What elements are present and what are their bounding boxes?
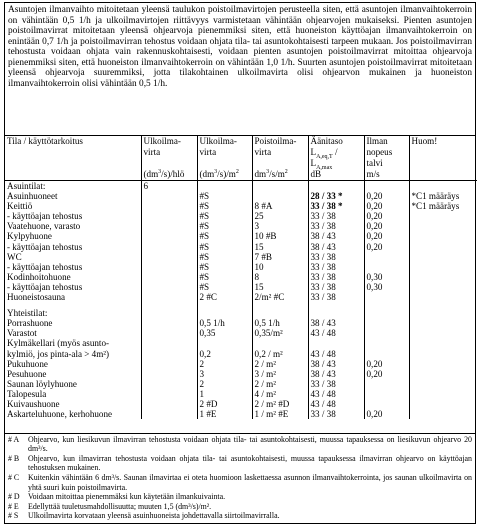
cell-c2: 6 (141, 181, 197, 192)
cell-c5: 33 / 38 (308, 282, 364, 292)
header-sound-level: Äänitaso (308, 136, 364, 147)
row-label: Kylmäkellari (myös asunto- (7, 338, 110, 349)
cell-c4: 15 (252, 242, 308, 252)
table-row (5, 389, 477, 399)
header-exhaust-air: Poistoilma- (252, 136, 308, 147)
table-row (5, 308, 477, 318)
cell-c7 (409, 308, 477, 318)
row-label: Talopesula (7, 388, 47, 399)
footnote-key: # D (8, 492, 20, 502)
table-row (5, 282, 477, 292)
cell-c5: 38 / 43 (308, 318, 364, 328)
residential-rows (5, 181, 477, 303)
row-label: WC (7, 251, 22, 262)
row-label: - käyttöajan tehostus (7, 261, 83, 272)
row-label: - käyttöajan tehostus (7, 211, 83, 222)
cell-c7 (409, 282, 477, 292)
cell-c4: 3 (252, 221, 308, 231)
cell-c5: 43 / 48 (308, 328, 364, 338)
table-row (5, 272, 477, 282)
cell-c3: 0,2 (197, 349, 252, 359)
table-row (5, 221, 477, 231)
header-air-velocity: Ilman (364, 136, 409, 147)
cell-c5: 33 / 38 (308, 211, 364, 221)
table-row (5, 211, 477, 221)
cell-c2 (141, 349, 197, 359)
cell-c5: 33 / 38 (308, 252, 364, 262)
row-label: Pesuhuone (7, 368, 47, 379)
row-label: kylmiö, jos pinta-ala > 4m²) (7, 348, 110, 359)
cell-c5: 43 / 48 (308, 399, 364, 409)
cell-c6 (364, 379, 409, 389)
cell-c4: 8 (252, 272, 308, 282)
cell-c4: 3 / m² (252, 369, 308, 379)
cell-c7: *C1 määräys (409, 191, 477, 201)
cell-c3: #S (197, 242, 252, 252)
cell-c7 (409, 399, 477, 409)
footnote (8, 435, 472, 454)
cell-c7 (409, 221, 477, 231)
row-label: Porrashuone (7, 318, 53, 329)
row-label: Vaatehuone, varasto (7, 221, 81, 232)
cell-c6 (364, 389, 409, 399)
common-space-rows (5, 308, 477, 419)
table-row (5, 252, 477, 262)
footnote-text: Ohjearvo, kun ilmavirran tehostusta voidaan ohjata tila- tai asuntokohtaisesti, muussa tapauksessa ilmavirran ohjearvo on käyttöajan tehostuksen mukainen. (28, 453, 472, 473)
footnote (8, 473, 472, 492)
footnote-key: # B (8, 453, 20, 463)
row-label: Asuintilat: (7, 181, 46, 191)
cell-c2 (141, 328, 197, 338)
table-row (5, 201, 477, 211)
cell-c4: 4 / m² (252, 389, 308, 399)
table-row (5, 379, 477, 389)
cell-c6 (364, 318, 409, 328)
cell-c4 (252, 338, 308, 348)
cell-c3: #S (197, 282, 252, 292)
cell-c7 (409, 349, 477, 359)
cell-c6: 0,20 (364, 191, 409, 201)
cell-c7 (409, 252, 477, 262)
cell-c3: 1 (197, 389, 252, 399)
table-header: Tila / käyttötarkoitus Ulkoilma- Ulkoilma- Poistoilma- Äänitaso Ilman Huom! virta virta virta $L_{A,eq,T}$ / nopeus $L_{A,max}$ talvi $(dm^3/s)$/hlö $(dm^3/s)/m^2$ $dm^3/s/m^2$ dB m/s (5, 136, 477, 181)
cell-c3: #S (197, 262, 252, 272)
cell-c2 (141, 369, 197, 379)
cell-c2 (141, 252, 197, 262)
intro-text: Asuntojen ilmanvaihto mitoitetaan yleensä taulukon poistoilmavirtojen perusteella siten, että asuntojen ilmanvaihtokerroin on vähintään 0,5 1/h ja ulkoilmavirtojen riittävyys varmistetaan vähintään ohjearvojen mukaiseksi. Pienten asuntojen poistoilmavirrat mitoitetaan yleensä ohjearvoja pienemmiksi siten, että huoneiston käyttöajan ilmanvaihtokerroin on enintään 0,7 1/h ja poistoilmavirran tehostus voidaan ohjata tila- tai asuntokohtaisesti tarpeen mukaan. Jos poistoilmavirran tehostusta voidaan ohjata vain rakennuskohtaisesti, voidaan pienten asuntojen poistoilmavirrat mitoittaa ohjearvoja pienemmiksi siten, että huoneiston ilmanvaihtokerroin on vähintään 1,0 1/h. Suurten asuntojen poistoilmavirrat mitoitetaan yleensä ohjearvoja suuremmiksi, jotta tilakohtainen ulkoilmavirta olisi ohjearvon mukainen ja huoneiston ilmanvaihtokerroin olisi vähintään 0,5 1/h. (8, 5, 472, 89)
table-row (5, 369, 477, 379)
cell-c6 (364, 349, 409, 359)
cell-c3: #S (197, 191, 252, 201)
footnote-text: Kuitenkin vähintään 6 dm³/s. Saunan ilmavirtaa ei oteta huomioon laskettaessa asunnon ilmanvaihtokerrointa, jos saunan ulkoilmavirta on yhtä suuri kuin poistoilmavirta. (28, 473, 472, 492)
cell-c4: 7 #B (252, 252, 308, 262)
cell-c5: 28 / 33 * (308, 191, 364, 201)
cell-c2 (141, 389, 197, 399)
cell-c6: 0,20 (364, 359, 409, 369)
cell-c5 (308, 181, 364, 192)
cell-c4: 15 (252, 282, 308, 292)
cell-c3: 2 (197, 359, 252, 369)
cell-c2 (141, 211, 197, 221)
cell-c2 (141, 338, 197, 348)
unit-exhaust: $dm^3/s/m^2$ (252, 169, 308, 181)
unit-per-person: $(dm^3/s)$/hlö (141, 169, 197, 181)
cell-c7 (409, 379, 477, 389)
cell-c6 (364, 252, 409, 262)
header-notes: Huom! (409, 136, 477, 147)
cell-c4: 2 / m² (252, 359, 308, 369)
cell-c4: 10 (252, 262, 308, 272)
cell-c3: #S (197, 211, 252, 221)
table-row (5, 318, 477, 328)
cell-c2 (141, 221, 197, 231)
cell-c6: 0,20 (364, 409, 409, 419)
cell-c6 (364, 399, 409, 409)
cell-c5: 43 / 48 (308, 349, 364, 359)
row-label: Pukuhuone (7, 358, 48, 369)
cell-c2 (141, 191, 197, 201)
row-label: Huoneistosauna (7, 292, 66, 303)
footnote-text: Ulkoilmavirta korvataan yleensä asuinhuoneista johdettavalla siirtoilmavirralla. (28, 511, 280, 521)
row-label: Kodinhoitohuone (7, 271, 71, 282)
table-row (5, 399, 477, 409)
row-label: Yhteistilat: (7, 308, 48, 319)
cell-c4: 25 (252, 211, 308, 221)
cell-c4 (252, 181, 308, 192)
table-row (5, 262, 477, 272)
table-row (5, 409, 477, 419)
row-label: - käyttöajan tehostus (7, 241, 83, 252)
cell-c4: 2 / m² (252, 379, 308, 389)
cell-c5: 33 / 38 (308, 409, 364, 419)
cell-c6: 0,20 (364, 211, 409, 221)
cell-c5: 33 / 38 (308, 262, 364, 272)
footnote-key: # A (8, 434, 20, 444)
cell-c7 (409, 292, 477, 302)
cell-c7 (409, 338, 477, 348)
header-outdoor-air-per-person: Ulkoilma- (141, 136, 197, 147)
cell-c5: 33 / 38 (308, 272, 364, 282)
cell-c3: #S (197, 252, 252, 262)
cell-c5: 38 / 43 (308, 242, 364, 252)
cell-c6 (364, 308, 409, 318)
table-row (5, 349, 477, 359)
table-row (5, 242, 477, 252)
cell-c4: 10 #B (252, 231, 308, 241)
row-label: Asuinhuoneet (7, 191, 58, 202)
cell-c4: 0,35/m² (252, 328, 308, 338)
cell-c7 (409, 242, 477, 252)
cell-c7 (409, 318, 477, 328)
cell-c6: 0,20 (364, 201, 409, 211)
cell-c5: 33 / 38 (308, 379, 364, 389)
cell-c4 (252, 191, 308, 201)
cell-c4: 0,5 1/h (252, 318, 308, 328)
cell-c7 (409, 328, 477, 338)
cell-c5: 43 / 48 (308, 389, 364, 399)
cell-c4: 1 / m² #E (252, 409, 308, 419)
cell-c3 (197, 181, 252, 192)
cell-c3 (197, 308, 252, 318)
cell-c4 (252, 308, 308, 318)
table-row (5, 181, 477, 192)
cell-c2 (141, 359, 197, 369)
cell-c3: #S (197, 231, 252, 241)
cell-c6 (364, 338, 409, 348)
cell-c2 (141, 292, 197, 302)
cell-c5: 33 / 38 (308, 221, 364, 231)
cell-c4: 2 / m² #D (252, 399, 308, 409)
cell-c2 (141, 262, 197, 272)
cell-c4: 2/m² #C (252, 292, 308, 302)
cell-c5: 33 / 38 * (308, 201, 364, 211)
cell-c7 (409, 409, 477, 419)
cell-c3: 0,35 (197, 328, 252, 338)
footnote-key: # S (8, 511, 19, 521)
unit-db: dB (308, 169, 364, 181)
cell-c5: 38 / 43 (308, 359, 364, 369)
ventilation-table (5, 136, 477, 419)
footnote-text: Edellyttää tuuletusmahdollisuutta; muuten 1,5 (dm³/s)/m². (28, 501, 212, 511)
row-label: Kuivaushuone (7, 398, 60, 409)
cell-c6 (364, 262, 409, 272)
cell-c7 (409, 272, 477, 282)
cell-c3: 2 #D (197, 399, 252, 409)
footnote (8, 502, 472, 512)
cell-c2 (141, 318, 197, 328)
cell-c5 (308, 338, 364, 348)
ventilation-guideline-document (4, 2, 476, 524)
cell-c6: 0,20 (364, 242, 409, 252)
cell-c4: 0,2 / m² (252, 349, 308, 359)
cell-c3 (197, 338, 252, 348)
cell-c6 (364, 292, 409, 302)
cell-c7: *C1 määräys (409, 201, 477, 211)
header-space-use: Tila / käyttötarkoitus (7, 136, 83, 146)
cell-c2 (141, 409, 197, 419)
footnote-key: # E (8, 501, 19, 511)
cell-c2 (141, 282, 197, 292)
cell-c7 (409, 389, 477, 399)
row-label: Kylpyhuone (7, 231, 52, 242)
cell-c3: 2 #C (197, 292, 252, 302)
row-label: Askarteluhuone, kerhohuone (7, 409, 113, 420)
table-row (5, 191, 477, 201)
unit-ms: m/s (364, 169, 409, 181)
footnote-key: # C (8, 473, 20, 483)
cell-c2 (141, 231, 197, 241)
row-label: Varastot (7, 328, 37, 339)
cell-c2 (141, 379, 197, 389)
footnote (8, 511, 472, 521)
cell-c6 (364, 328, 409, 338)
cell-c7 (409, 211, 477, 221)
cell-c3: 1 #E (197, 409, 252, 419)
cell-c3: #S (197, 272, 252, 282)
footnote-text: Ohjearvo, kun liesikuvun ilmavirran tehostusta voidaan ohjata tila- tai asuntokohtaisesti, muussa tapauksessa on liesikuvun ohjearvo 20 dm³/s. (28, 434, 472, 454)
cell-c7 (409, 262, 477, 272)
table-row (5, 231, 477, 241)
footnotes (5, 433, 475, 523)
footnote (8, 492, 472, 502)
row-label: Saunan löylyhuone (7, 378, 77, 389)
cell-c2 (141, 399, 197, 409)
cell-c5: 38 / 43 (308, 231, 364, 241)
table-row (5, 328, 477, 338)
table-row (5, 338, 477, 348)
cell-c3: 0,5 1/h (197, 318, 252, 328)
cell-c3: 3 (197, 369, 252, 379)
table-row (5, 292, 477, 302)
row-label: Keittiö (7, 201, 33, 212)
intro-paragraph (5, 3, 475, 136)
unit-per-m2: $(dm^3/s)/m^2$ (197, 169, 252, 181)
cell-c2 (141, 201, 197, 211)
cell-c2 (141, 242, 197, 252)
cell-c6: 0,30 (364, 272, 409, 282)
cell-c5: 38 / 43 (308, 369, 364, 379)
cell-c4: 8 #A (252, 201, 308, 211)
cell-c7 (409, 231, 477, 241)
cell-c6: 0,20 (364, 231, 409, 241)
cell-c6: 0,30 (364, 282, 409, 292)
cell-c3: #S (197, 221, 252, 231)
cell-c6: 0,20 (364, 369, 409, 379)
cell-c5: 33 / 38 (308, 292, 364, 302)
cell-c5 (308, 308, 364, 318)
row-label: - käyttöajan tehostus (7, 281, 83, 292)
footnote (8, 454, 472, 473)
table-row (5, 359, 477, 369)
cell-c3: 2 (197, 379, 252, 389)
cell-c6 (364, 181, 409, 192)
cell-c7 (409, 359, 477, 369)
header-outdoor-air-per-m2: Ulkoilma- (197, 136, 252, 147)
cell-c7 (409, 181, 477, 192)
cell-c6: 0,20 (364, 221, 409, 231)
footnote-text: Voidaan mitoittaa pienemmäksi kun käytetään ilmankuivainta. (28, 492, 226, 502)
cell-c2 (141, 308, 197, 318)
cell-c7 (409, 369, 477, 379)
cell-c3: #S (197, 201, 252, 211)
cell-c2 (141, 272, 197, 282)
